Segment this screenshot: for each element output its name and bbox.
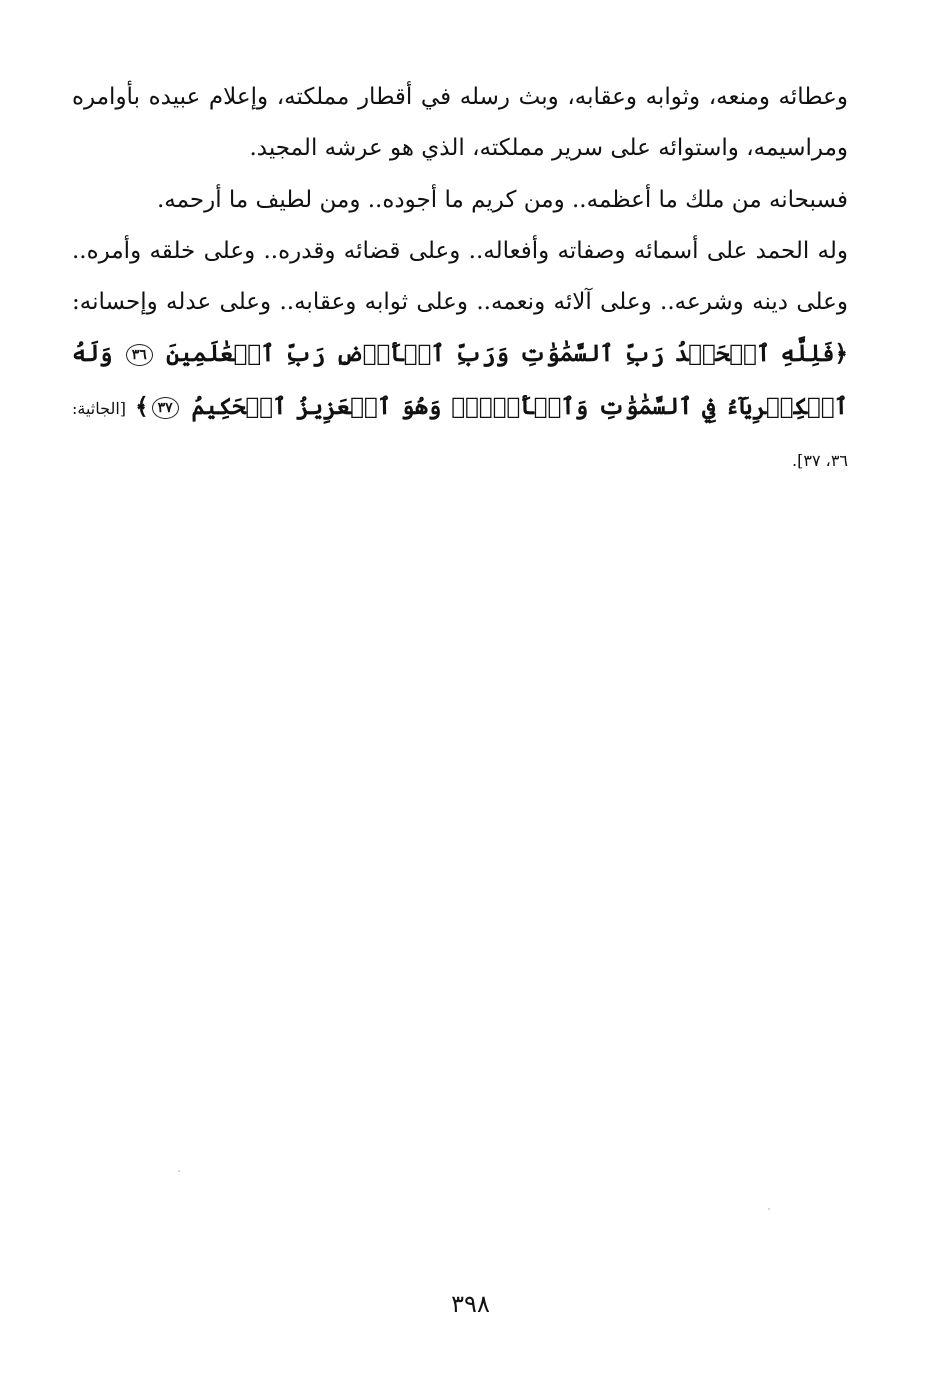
quote-citation: [الجاثية: ٣٦، ٣٧]. — [72, 398, 848, 471]
quote-close-bracket: ﴾ — [135, 392, 149, 420]
scan-speck — [768, 1208, 770, 1210]
paragraph-1: وعطائه ومنعه، وثوابه وعقابه، وبث رسله في أقطار مملكته، وإعلام عبيده بأوامره ومراسيمه، واستوائه على سرير مملكته، الذي هو عرشه المجيد. — [72, 84, 848, 162]
verse-number-marker: ٣٦ — [126, 344, 153, 366]
scan-speck — [178, 1170, 180, 1172]
quran-quote — [72, 340, 848, 419]
verse-36-text: فَلِلَّهِ ٱلۡحَمۡدُ رَبِّ ٱلسَّمَٰوَٰتِ وَرَبِّ ٱلۡأَرۡضِ رَبِّ ٱلۡعَٰلَمِينَ — [166, 340, 835, 368]
quote-open-bracket: ﴿ — [834, 340, 848, 368]
page-number: ٣٩٨ — [451, 1290, 490, 1318]
paragraph-3-text: وله الحمد على أسمائه وصفاته وأفعاله.. وعلى قضائه وقدره.. وعلى خلقه وأمره.. وعلى دينه وشرعه.. وعلى آلائه ونعمه.. وعلى ثوابه وعقابه.. وعلى عدله وإحسانه: — [72, 237, 848, 316]
body-text — [72, 72, 848, 486]
paragraph-3 — [72, 226, 848, 486]
paragraph-2: فسبحانه من ملك ما أعظمه.. ومن كريم ما أجوده.. ومن لطيف ما أرحمه. — [156, 186, 848, 213]
verse-number-marker: ٣٧ — [152, 397, 179, 419]
verse-37-text: وَلَهُ ٱلۡكِبۡرِيَآءُ فِي ٱلسَّمَٰوَٰتِ وَٱلۡأَرۡضِۖ وَهُوَ ٱلۡعَزِيزُ ٱلۡحَكِيمُ — [72, 340, 848, 420]
